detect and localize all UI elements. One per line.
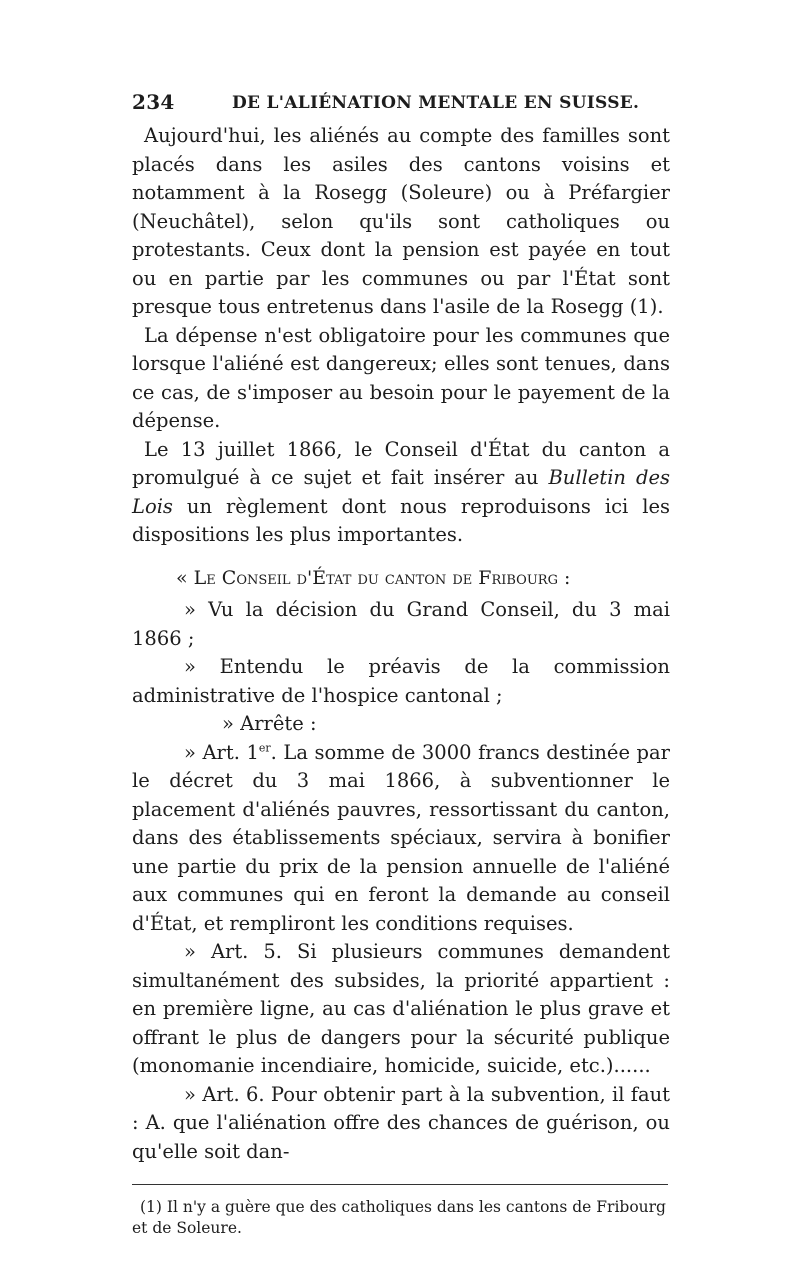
article-5: » Art. 5. Si plusieurs communes demandent simultanément des subsides, la priorité appartient : en première ligne, au cas d'aliénation le plus grave et offrant le plus de dangers pour la sécurité publique (monomanie incendiaire, homicide, suicide, etc.)......: [132, 940, 670, 1077]
article-1-superscript: er: [258, 741, 271, 754]
page-number: 234: [132, 90, 175, 114]
paragraph-3: [132, 436, 670, 550]
running-title: DE L'ALIÉNATION MENTALE EN SUISSE.: [232, 93, 640, 113]
article-1-text: . La somme de 3000 francs destinée par le décret du 3 mai 1866, à subventionner le placement d'aliénés pauvres, ressortissant du canton, dans des établissements spéciaux, servira à bonifier une partie du prix de la pension annuelle de l'aliéné aux communes qui en feront la demande au conseil d'État, et rempliront les conditions requises.: [132, 740, 670, 935]
decree-title: « Le Conseil d'État du canton de Fribourg :: [176, 566, 571, 589]
decree-line-vu: » Vu la décision du Grand Conseil, du 3 mai 1866 ;: [132, 598, 670, 650]
decree-line-arrete: » Arrête :: [222, 712, 317, 735]
paragraph-3-text-b: un règlement dont nous reproduisons ici les dispositions les plus importantes.: [132, 494, 670, 546]
bulletin-title: Bulletin des Lois: [132, 466, 671, 518]
footnote: (1) Il n'y a guère que des catholiques dans les cantons de Fribourg et de Soleure.: [132, 1198, 666, 1237]
paragraph-3-text-a: Le 13 juillet 1866, le Conseil d'État du canton a promulgué à ce sujet et fait insérer au: [132, 437, 670, 489]
footnote-divider: [132, 1184, 668, 1185]
article-1: [132, 739, 670, 939]
page-header: [132, 90, 670, 118]
book-page: [132, 90, 670, 1239]
paragraph-1: Aujourd'hui, les aliénés au compte des familles sont placés dans les asiles des cantons voisins et notamment à la Rosegg (Soleure) ou à Préfargier (Neuchâtel), selon qu'ils sont catholiques ou protestants. Ceux dont la pension est payée en tout ou en partie par les communes ou par l'État sont presque tous entretenus dans l'asile de la Rosegg (1).: [132, 124, 670, 318]
article-1-prefix: » Art. 1: [184, 740, 259, 764]
article-6: » Art. 6. Pour obtenir part à la subvention, il faut : A. que l'aliénation offre des chances de guérison, ou qu'elle soit dan-: [132, 1082, 670, 1163]
paragraph-2: La dépense n'est obligatoire pour les communes que lorsque l'aliéné est dangereux; elles sont tenues, dans ce cas, de s'imposer au besoin pour le payement de la dépense.: [132, 323, 670, 432]
decree-line-entendu: » Entendu le préavis de la commission administrative de l'hospice cantonal ;: [132, 655, 670, 707]
